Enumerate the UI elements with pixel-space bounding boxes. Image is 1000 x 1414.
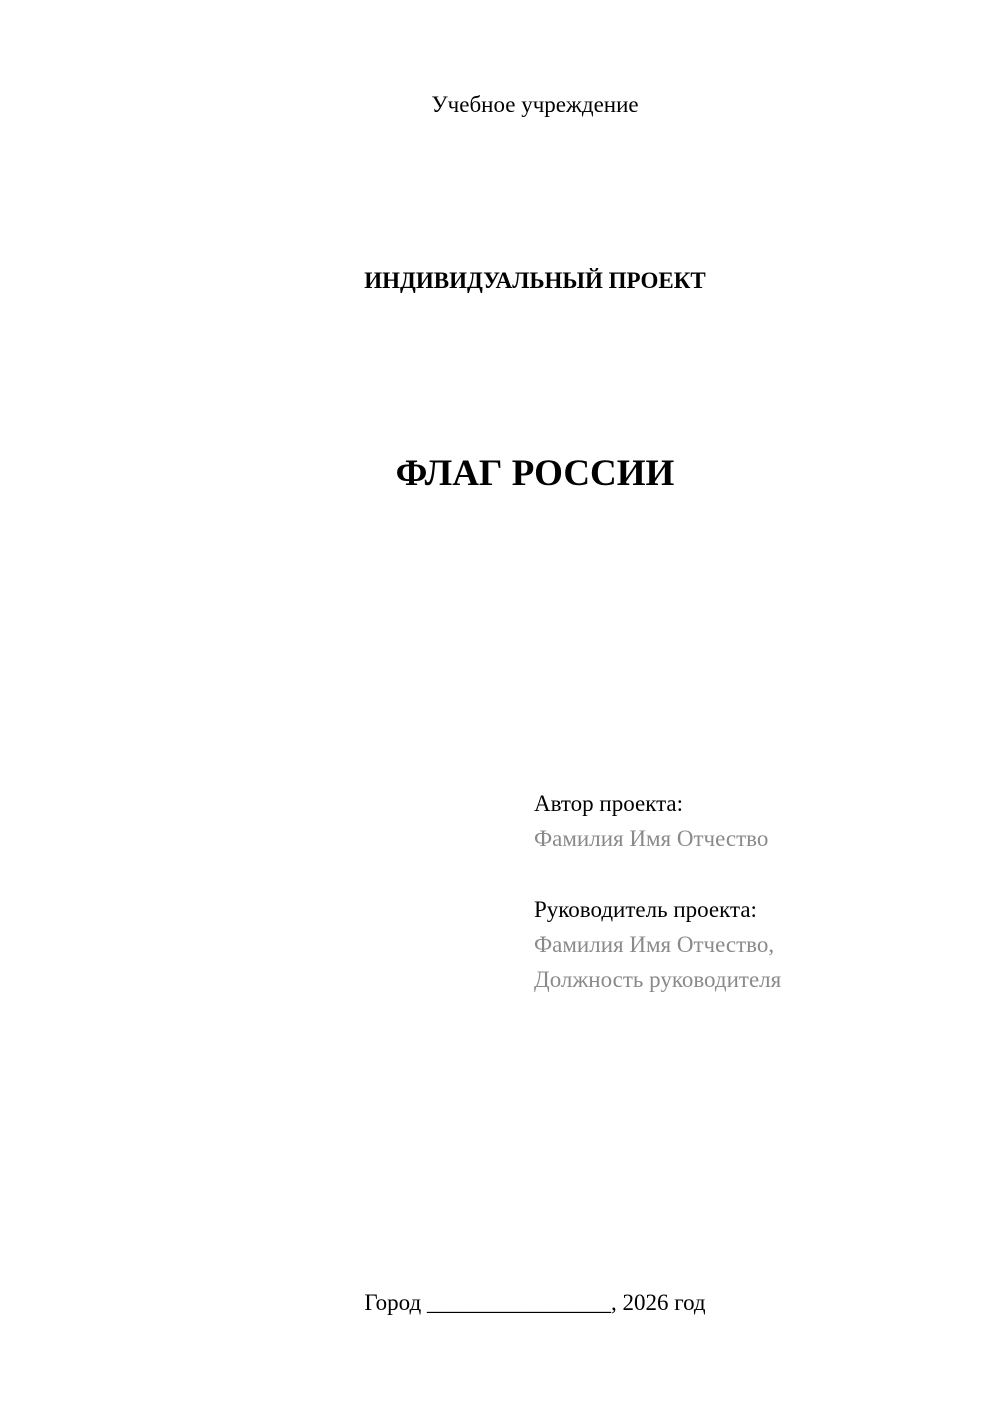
supervisor-position-placeholder: Должность руководителя bbox=[534, 967, 782, 992]
document-title: ФЛАГ РОССИИ bbox=[395, 453, 675, 494]
author-name-placeholder: Фамилия Имя Отчество bbox=[534, 826, 769, 851]
supervisor-block bbox=[534, 892, 781, 997]
document-type-heading: ИНДИВИДУАЛЬНЫЙ ПРОЕКТ bbox=[364, 268, 706, 293]
author-label: Автор проекта: bbox=[534, 791, 683, 816]
supervisor-name-placeholder: Фамилия Имя Отчество, bbox=[534, 932, 775, 957]
author-block bbox=[534, 786, 768, 856]
city-year-line: Город ________________, 2026 год bbox=[364, 1290, 706, 1315]
supervisor-label: Руководитель проекта: bbox=[534, 897, 757, 922]
institution-name: Учебное учреждение bbox=[431, 92, 639, 117]
